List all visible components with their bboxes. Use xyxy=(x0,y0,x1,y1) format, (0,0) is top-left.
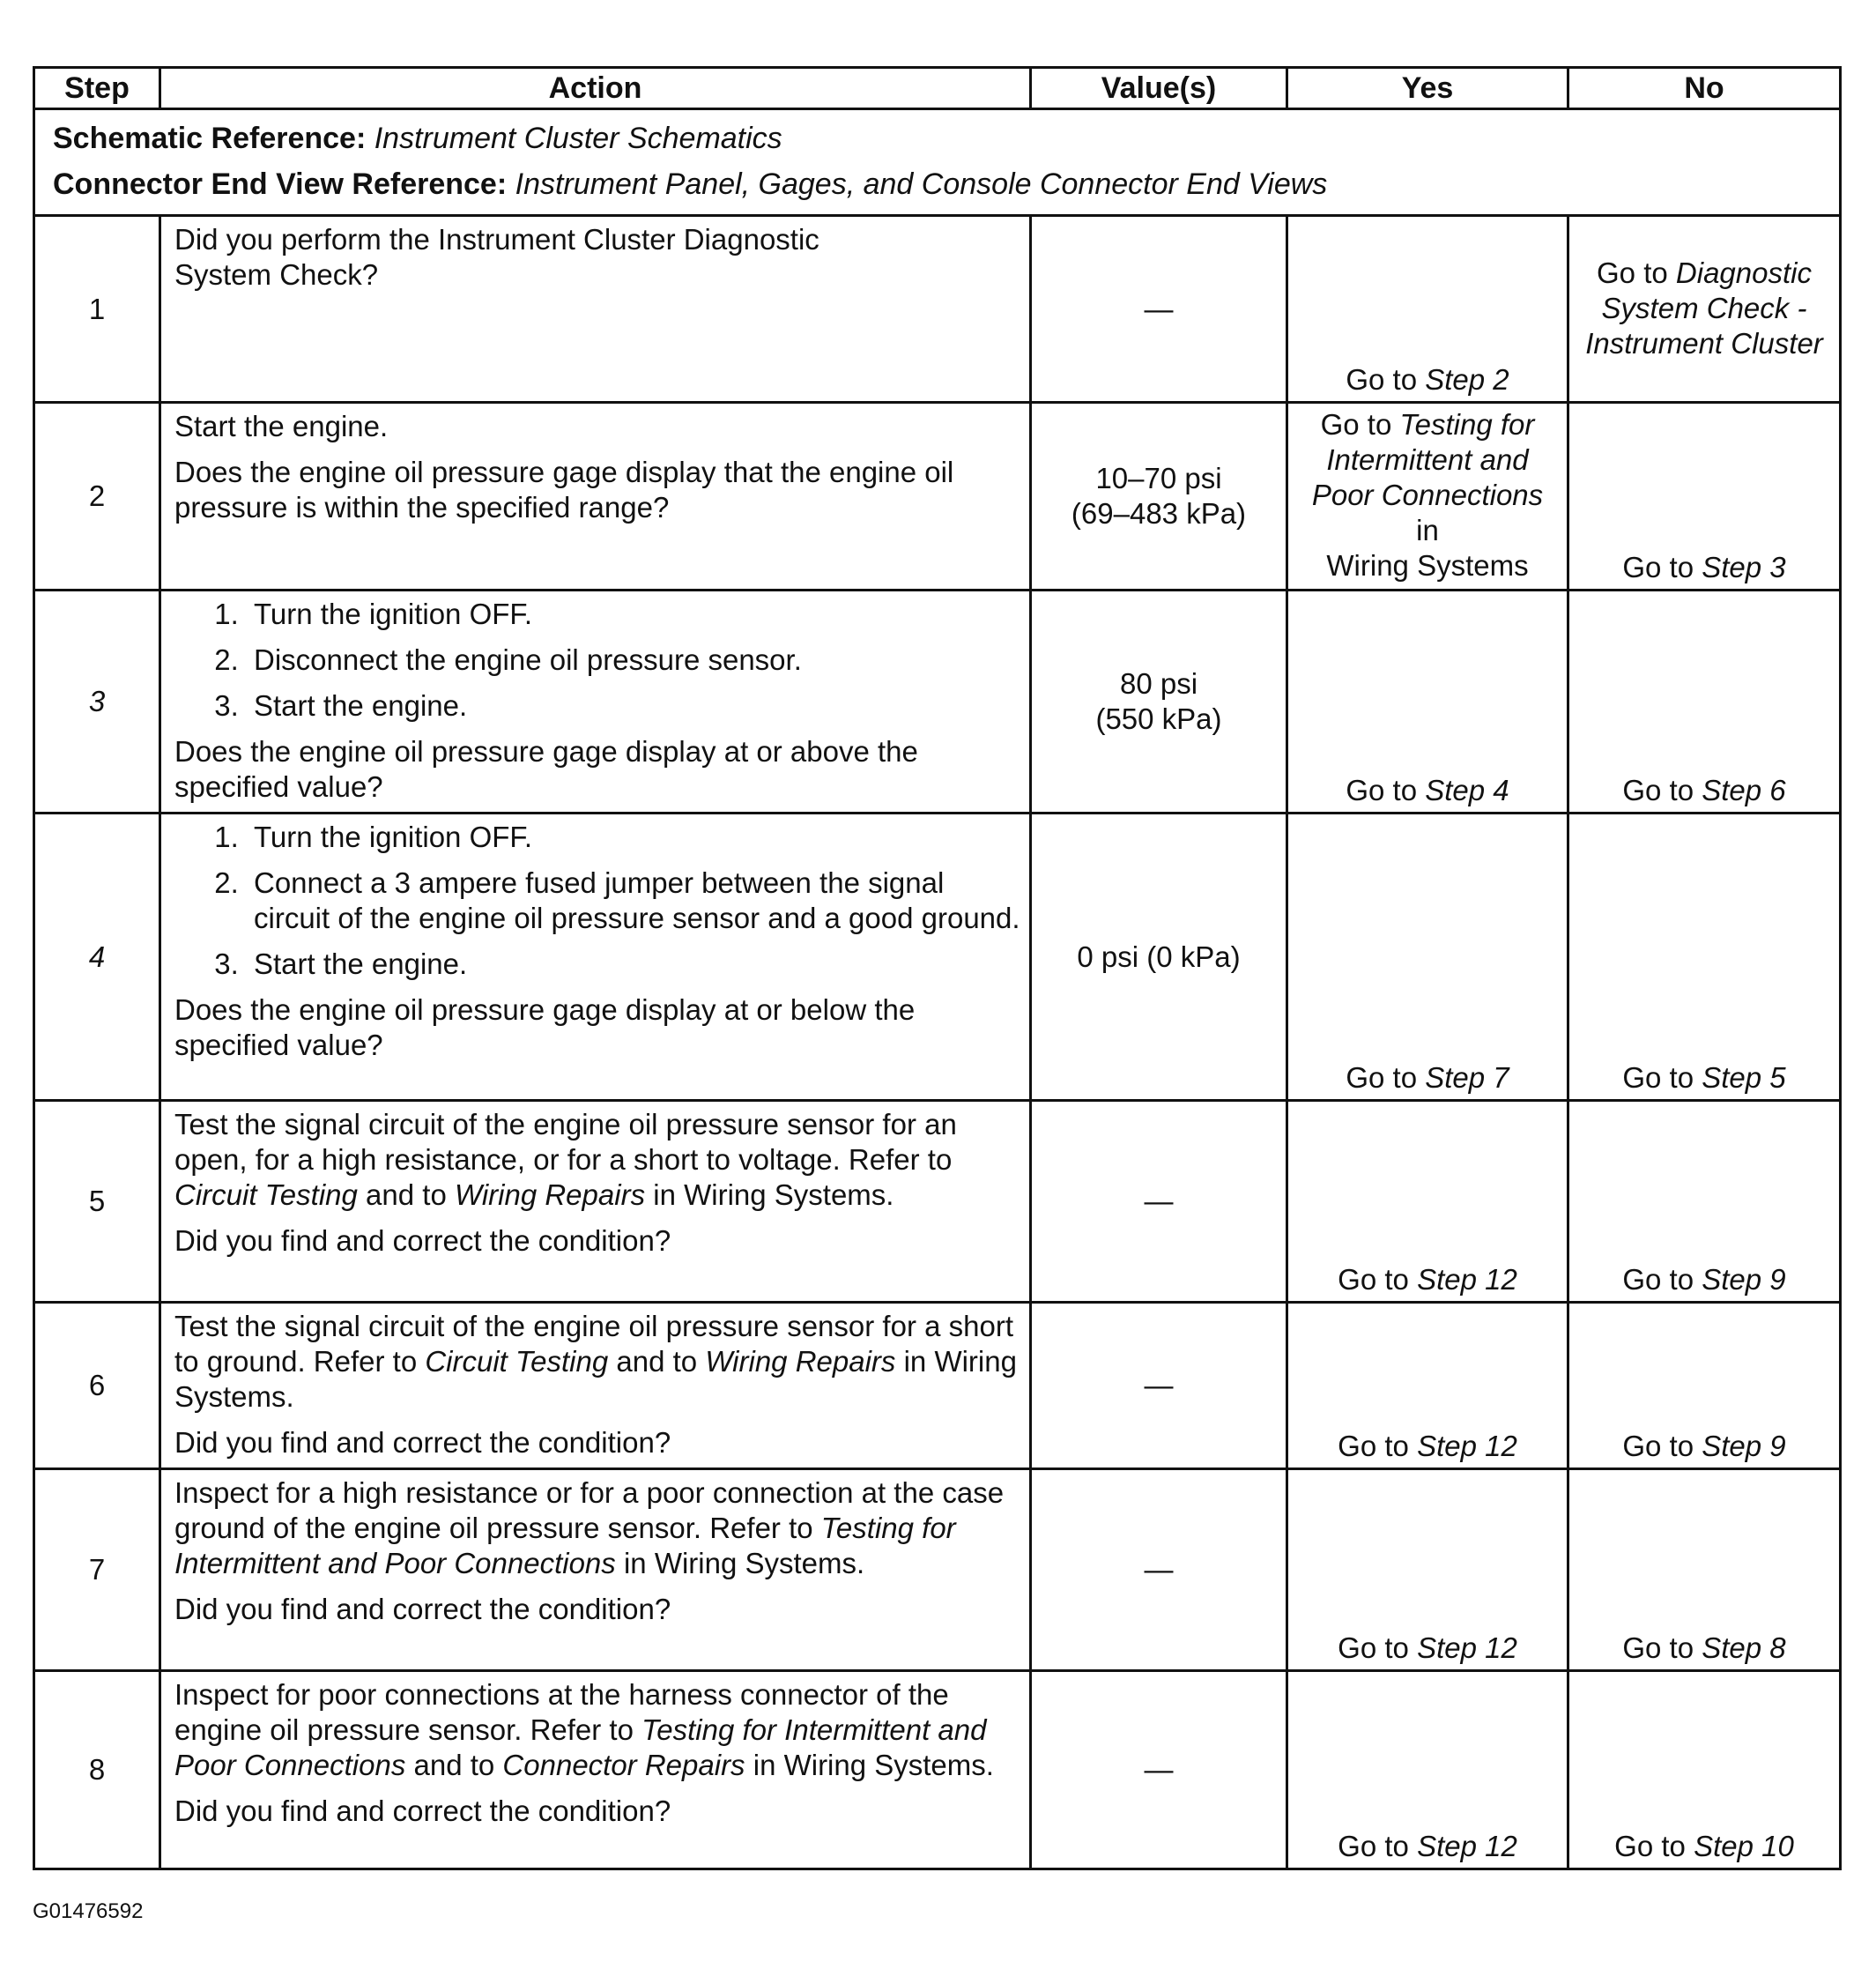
yes-prefix: Go to xyxy=(1346,774,1426,806)
reference-link[interactable]: Testing for Intermittent and Poor Connections xyxy=(174,1512,956,1579)
yes-prefix: Go to xyxy=(1338,1830,1418,1862)
action-text: in Wiring Systems. xyxy=(745,1749,994,1781)
step-number: 1 xyxy=(34,216,160,403)
yes-link[interactable]: Step 12 xyxy=(1417,1830,1517,1862)
value-cell: — xyxy=(1031,1101,1287,1303)
header-values: Value(s) xyxy=(1031,68,1287,109)
yes-cell xyxy=(1287,814,1568,1101)
header-yes: Yes xyxy=(1287,68,1568,109)
no-link[interactable]: Step 9 xyxy=(1702,1430,1786,1462)
header-step: Step xyxy=(34,68,160,109)
action-instruction xyxy=(174,1475,1020,1581)
action-question: Does the engine oil pressure gage display at or above the specified value? xyxy=(174,735,918,803)
action-step: 1. Turn the ignition OFF. xyxy=(247,820,1020,855)
table-row xyxy=(34,591,1841,814)
figure-id: G01476592 xyxy=(33,1899,144,1923)
action-step: 1. Turn the ignition OFF. xyxy=(247,597,1020,632)
action-text: in Wiring Systems. xyxy=(615,1547,865,1579)
no-link[interactable]: Step 3 xyxy=(1702,551,1786,583)
action-text: in Wiring Systems. xyxy=(174,1345,1017,1413)
header-row xyxy=(34,68,1841,109)
value-cell: — xyxy=(1031,1469,1287,1671)
yes-prefix: Go to xyxy=(1338,1631,1418,1664)
action-question: Does the engine oil pressure gage display that the engine oil pressure is within the specified range? xyxy=(174,456,954,524)
no-link[interactable]: Step 9 xyxy=(1702,1263,1786,1296)
value-cell: — xyxy=(1031,216,1287,403)
reference-link[interactable]: Circuit Testing xyxy=(174,1178,358,1211)
reference-link[interactable]: Wiring Repairs xyxy=(705,1345,896,1378)
action-text: Test the signal circuit of the engine oil pressure sensor for an open, for a high resistance, or for a short to voltage. Refer to xyxy=(174,1108,957,1176)
step-number: 3 xyxy=(34,591,160,814)
action-steps xyxy=(174,597,1020,724)
yes-link[interactable]: Step 12 xyxy=(1417,1263,1517,1296)
header-action: Action xyxy=(160,68,1031,109)
no-cell xyxy=(1568,1469,1841,1671)
action-instruction xyxy=(174,1677,1020,1783)
value-cell: 0 psi (0 kPa) xyxy=(1031,814,1287,1101)
reference-cell xyxy=(34,109,1841,216)
value-line: 10–70 psi xyxy=(1095,462,1222,494)
action-cell xyxy=(160,1303,1031,1469)
reference-link[interactable]: Wiring Repairs xyxy=(454,1178,646,1211)
value-cell: — xyxy=(1031,1303,1287,1469)
no-prefix: Go to xyxy=(1622,774,1702,806)
yes-mid: in xyxy=(1416,514,1439,546)
table-row xyxy=(34,1101,1841,1303)
step-number: 8 xyxy=(34,1671,160,1869)
table-row xyxy=(34,814,1841,1101)
table-row xyxy=(34,1671,1841,1869)
value-line: (550 kPa) xyxy=(1095,702,1222,735)
value-cell xyxy=(1031,403,1287,591)
diagnostic-table-container xyxy=(33,66,1839,1870)
diagnostic-table xyxy=(33,66,1842,1870)
yes-link[interactable]: Step 4 xyxy=(1425,774,1509,806)
action-question: Did you find and correct the condition? xyxy=(174,1426,671,1459)
schematic-reference-link[interactable]: Instrument Cluster Schematics xyxy=(374,122,782,155)
value-cell xyxy=(1031,591,1287,814)
yes-cell xyxy=(1287,216,1568,403)
table-row xyxy=(34,216,1841,403)
action-cell xyxy=(160,403,1031,591)
reference-link[interactable]: Circuit Testing xyxy=(425,1345,609,1378)
reference-link[interactable]: Connector Repairs xyxy=(502,1749,745,1781)
table-row xyxy=(34,1469,1841,1671)
step-number: 4 xyxy=(34,814,160,1101)
action-question: Did you perform the Instrument Cluster Diagnostic System Check? xyxy=(174,223,819,291)
no-cell xyxy=(1568,1671,1841,1869)
action-text: Inspect for a high resistance or for a poor connection at the case ground of the engine oil pressure sensor. Refer to xyxy=(174,1476,1005,1544)
no-cell xyxy=(1568,1101,1841,1303)
no-prefix: Go to xyxy=(1614,1830,1694,1862)
reference-row xyxy=(34,109,1841,216)
action-question: Did you find and correct the condition? xyxy=(174,1794,671,1827)
connector-reference-link[interactable]: Instrument Panel, Gages, and Console Connector End Views xyxy=(515,167,1328,201)
yes-cell xyxy=(1287,403,1568,591)
action-text: and to xyxy=(357,1178,455,1211)
no-link[interactable]: Diagnostic System Check - Instrument Cluster xyxy=(1585,256,1823,360)
yes-cell xyxy=(1287,1303,1568,1469)
action-cell xyxy=(160,1671,1031,1869)
yes-cell xyxy=(1287,1101,1568,1303)
value-line: (69–483 kPa) xyxy=(1071,497,1247,530)
no-prefix: Go to xyxy=(1622,1061,1702,1094)
no-cell xyxy=(1568,591,1841,814)
step-number: 5 xyxy=(34,1101,160,1303)
yes-cell xyxy=(1287,1671,1568,1869)
value-line: 80 psi xyxy=(1119,667,1198,700)
no-cell xyxy=(1568,403,1841,591)
connector-reference-label: Connector End View Reference: xyxy=(53,167,508,201)
yes-link[interactable]: Step 12 xyxy=(1417,1631,1517,1664)
schematic-reference-label: Schematic Reference: xyxy=(53,122,367,155)
action-text: Inspect for poor connections at the harness connector of the engine oil pressure sensor. Refer to xyxy=(174,1678,949,1746)
action-text: in Wiring Systems. xyxy=(645,1178,894,1211)
yes-link[interactable]: Step 12 xyxy=(1417,1430,1517,1462)
action-step: 2. Connect a 3 ampere fused jumper between the signal circuit of the engine oil pressure sensor and a good ground. xyxy=(247,866,1020,936)
action-question: Does the engine oil pressure gage display at or below the specified value? xyxy=(174,993,916,1061)
action-steps xyxy=(174,820,1020,982)
yes-link[interactable]: Step 7 xyxy=(1425,1061,1509,1094)
action-step: 2. Disconnect the engine oil pressure sensor. xyxy=(247,643,1020,678)
yes-cell xyxy=(1287,591,1568,814)
action-instruction: Start the engine. xyxy=(174,410,389,442)
schematic-reference xyxy=(53,115,1821,161)
yes-cell xyxy=(1287,1469,1568,1671)
no-link[interactable]: Step 6 xyxy=(1702,774,1786,806)
yes-link[interactable]: Testing for Intermittent and Poor Connections xyxy=(1311,408,1544,511)
action-question: Did you find and correct the condition? xyxy=(174,1224,671,1257)
header-no: No xyxy=(1568,68,1841,109)
action-cell xyxy=(160,1101,1031,1303)
reference-link[interactable]: Testing for Intermittent and Poor Connections xyxy=(174,1713,987,1781)
yes-prefix: Go to xyxy=(1338,1430,1418,1462)
yes-suffix: Wiring Systems xyxy=(1326,549,1529,582)
value-cell: — xyxy=(1031,1671,1287,1869)
yes-prefix: Go to xyxy=(1346,1061,1426,1094)
yes-prefix: Go to xyxy=(1320,408,1400,441)
action-instruction xyxy=(174,1107,1020,1213)
action-cell xyxy=(160,216,1031,403)
no-link[interactable]: Step 10 xyxy=(1694,1830,1794,1862)
no-prefix: Go to xyxy=(1622,551,1702,583)
no-cell xyxy=(1568,814,1841,1101)
no-cell xyxy=(1568,1303,1841,1469)
step-number: 6 xyxy=(34,1303,160,1469)
action-text: Test the signal circuit of the engine oil pressure sensor for a short to ground. Refer to xyxy=(174,1310,1013,1378)
no-prefix: Go to xyxy=(1622,1430,1702,1462)
action-cell xyxy=(160,1469,1031,1671)
action-text: and to xyxy=(405,1749,503,1781)
table-row xyxy=(34,403,1841,591)
yes-link[interactable]: Step 2 xyxy=(1425,363,1509,396)
no-cell xyxy=(1568,216,1841,403)
no-link[interactable]: Step 8 xyxy=(1702,1631,1786,1664)
step-number: 2 xyxy=(34,403,160,591)
no-prefix: Go to xyxy=(1622,1631,1702,1664)
action-cell xyxy=(160,591,1031,814)
action-question: Did you find and correct the condition? xyxy=(174,1593,671,1625)
table-row xyxy=(34,1303,1841,1469)
action-step: 3. Start the engine. xyxy=(247,947,1020,982)
no-link[interactable]: Step 5 xyxy=(1702,1061,1786,1094)
action-cell xyxy=(160,814,1031,1101)
connector-reference xyxy=(53,161,1821,207)
yes-prefix: Go to xyxy=(1346,363,1426,396)
no-prefix: Go to xyxy=(1622,1263,1702,1296)
action-step: 3. Start the engine. xyxy=(247,688,1020,724)
no-prefix: Go to xyxy=(1597,256,1676,289)
action-text: and to xyxy=(608,1345,706,1378)
step-number: 7 xyxy=(34,1469,160,1671)
yes-prefix: Go to xyxy=(1338,1263,1418,1296)
action-instruction xyxy=(174,1309,1020,1415)
